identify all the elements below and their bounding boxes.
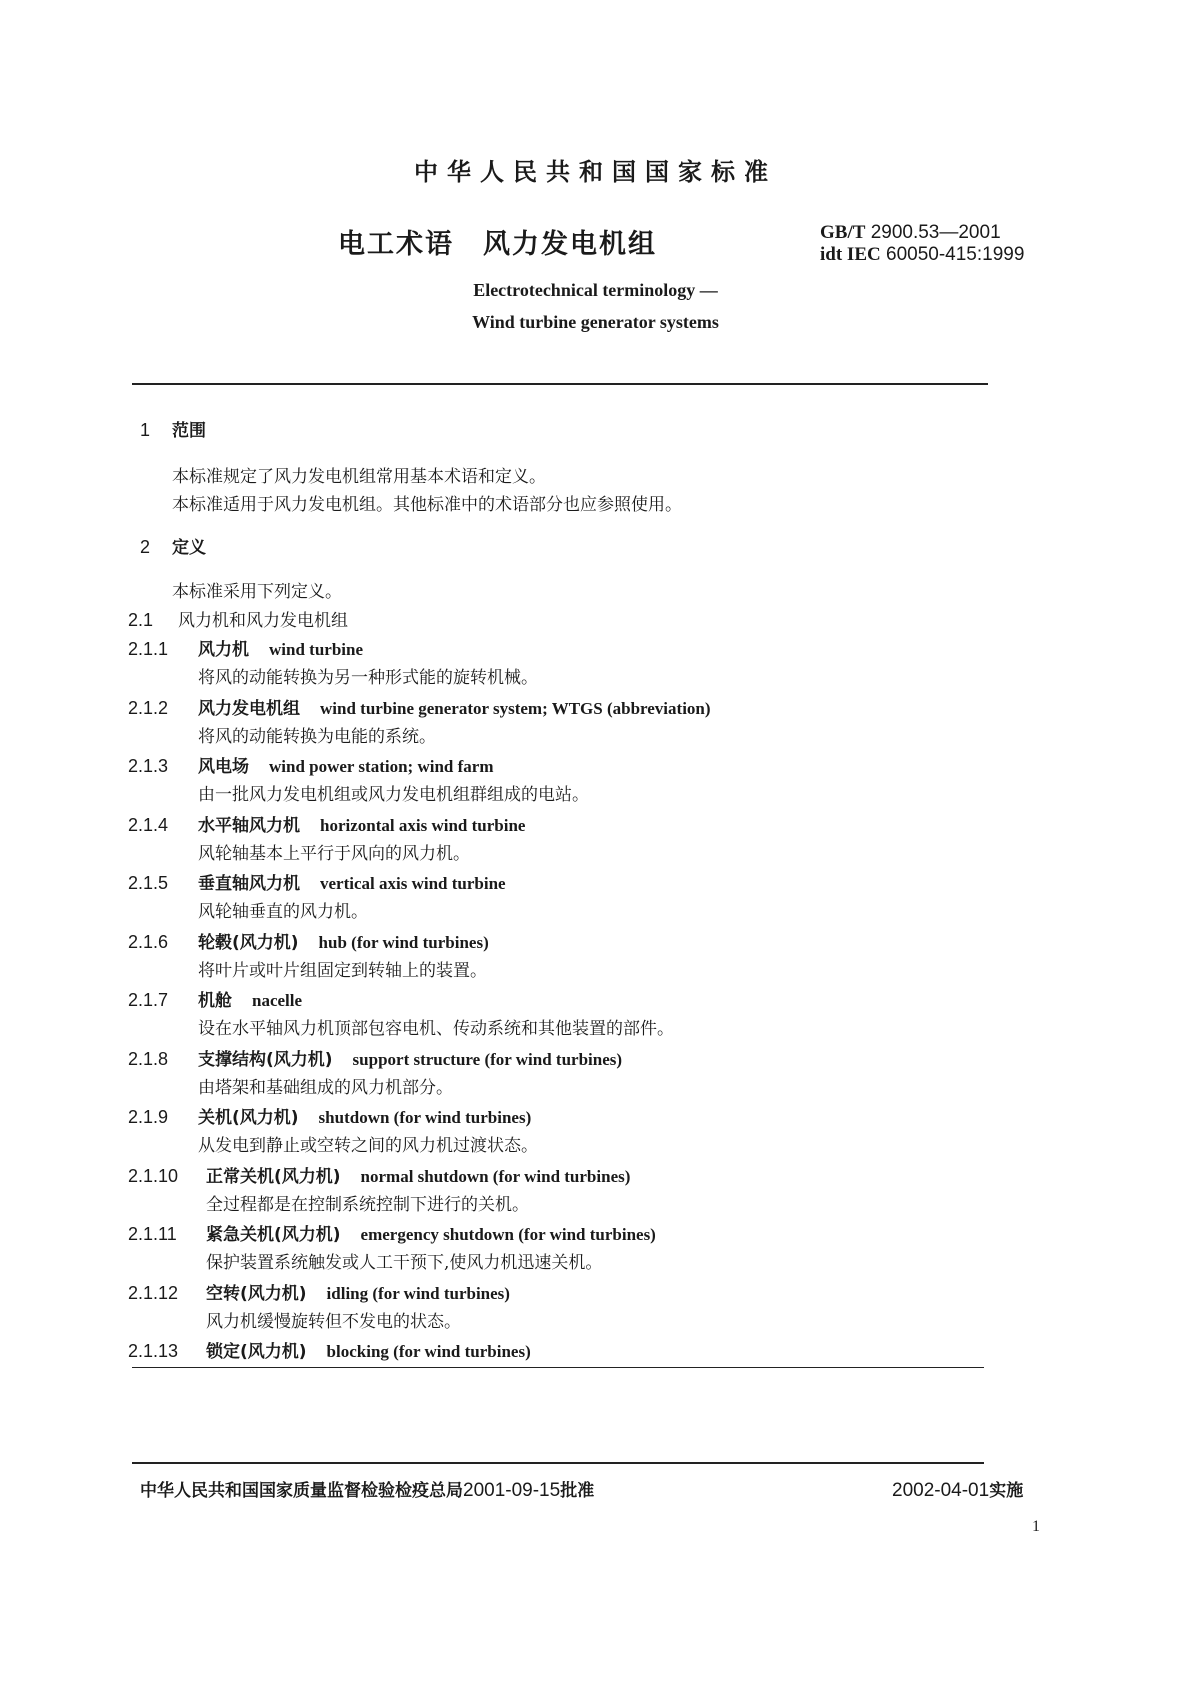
term-definition: 设在水平轴风力机顶部包容电机、传动系统和其他装置的部件。 <box>198 1019 674 1039</box>
term-definition: 将叶片或叶片组固定到转轴上的装置。 <box>198 961 487 981</box>
term-en: shutdown (for wind turbines) <box>318 1108 532 1127</box>
term-en: wind power station; wind farm <box>269 757 494 776</box>
term-definition: 由一批风力发电机组或风力发电机组群组成的电站。 <box>198 785 589 805</box>
page-number: 1 <box>1032 1518 1040 1535</box>
term-en: normal shutdown (for wind turbines) <box>360 1167 631 1186</box>
term-cn: 风电场 <box>198 757 249 777</box>
term-entry <box>128 1162 630 1187</box>
term-cn: 空转(风力机) <box>206 1284 307 1304</box>
term-entry <box>128 986 302 1011</box>
term-entry <box>128 928 489 953</box>
term-entry <box>128 694 711 719</box>
section-2-heading <box>140 533 206 558</box>
subsection-2-1-heading <box>128 606 348 631</box>
header-divider <box>132 383 988 385</box>
term-entry <box>128 811 525 836</box>
effective-date: 2002-04-01 <box>892 1480 990 1501</box>
standard-code-line2 <box>820 244 1024 266</box>
term-number: 2.1.2 <box>128 698 169 718</box>
document-title-cn: 电工术语 风力发电机组 <box>338 229 657 260</box>
term-en: nacelle <box>252 991 303 1010</box>
standard-code-block <box>820 222 1024 266</box>
section-1-para-1: 本标准规定了风力发电机组常用基本术语和定义。 <box>172 467 546 487</box>
term-number: 2.1.9 <box>128 1107 169 1127</box>
term-entry <box>128 635 363 660</box>
section-title: 定义 <box>172 538 206 558</box>
term-cn: 垂直轴风力机 <box>198 874 300 894</box>
term-entry <box>128 752 493 777</box>
section-1-para-2: 本标准适用于风力发电机组。其他标准中的术语部分也应参照使用。 <box>172 495 682 515</box>
term-en: horizontal axis wind turbine <box>320 816 526 835</box>
term-cn: 紧急关机(风力机) <box>206 1225 341 1245</box>
term-definition: 将风的动能转换为另一种形式能的旋转机械。 <box>198 668 538 688</box>
section-1-heading <box>140 416 206 441</box>
term-number: 2.1.4 <box>128 815 169 835</box>
term-entry <box>128 1337 531 1362</box>
section-number: 2 <box>140 537 151 557</box>
term-entry <box>128 1220 656 1245</box>
title-en-line1: Electrotechnical terminology — <box>473 280 718 300</box>
term-cn: 风力机 <box>198 640 249 660</box>
term-en: hub (for wind turbines) <box>318 933 489 952</box>
term-en: wind turbine <box>269 640 363 659</box>
term-number: 2.1.13 <box>128 1341 179 1361</box>
term-number: 2.1.8 <box>128 1049 169 1069</box>
term-definition: 从发电到静止或空转之间的风力机过渡状态。 <box>198 1136 538 1156</box>
term-number: 2.1.3 <box>128 756 169 776</box>
term-en: support structure (for wind turbines) <box>352 1050 623 1069</box>
term-definition: 将风的动能转换为电能的系统。 <box>198 727 436 747</box>
approval-line <box>140 1476 594 1502</box>
term-number: 2.1.1 <box>128 639 169 659</box>
footer-divider <box>132 1462 984 1464</box>
term-cn: 轮毂(风力机) <box>198 933 299 953</box>
term-number: 2.1.6 <box>128 932 169 952</box>
term-cn: 关机(风力机) <box>198 1108 299 1128</box>
standard-code-number: 2900.53—2001 <box>870 222 1001 243</box>
term-en: vertical axis wind turbine <box>320 874 506 893</box>
subsection-title: 风力机和风力发电机组 <box>178 611 348 631</box>
term-cn: 风力发电机组 <box>198 699 300 719</box>
term-number: 2.1.10 <box>128 1166 179 1186</box>
footer-divider-top <box>132 1367 984 1368</box>
term-definition: 全过程都是在控制系统控制下进行的关机。 <box>206 1195 529 1215</box>
term-definition: 保护装置系统触发或人工干预下,使风力机迅速关机。 <box>206 1253 603 1273</box>
iec-code-number: 60050-415:1999 <box>886 244 1025 265</box>
title-en-line2: Wind turbine generator systems <box>472 312 719 332</box>
term-definition: 风轮轴垂直的风力机。 <box>198 902 368 922</box>
term-number: 2.1.5 <box>128 873 169 893</box>
section-2-para: 本标准采用下列定义。 <box>172 582 342 602</box>
term-cn: 正常关机(风力机) <box>206 1167 341 1187</box>
term-entry <box>128 1103 531 1128</box>
effective-suffix: 实施 <box>989 1481 1024 1501</box>
national-standard-heading: 中华人民共和国国家标准 <box>414 158 777 186</box>
term-cn: 水平轴风力机 <box>198 816 300 836</box>
term-cn: 机舱 <box>198 991 232 1011</box>
term-entry <box>128 1045 622 1070</box>
term-en: idling (for wind turbines) <box>326 1284 510 1303</box>
standard-code-line1 <box>820 222 1024 244</box>
term-entry <box>128 1279 510 1304</box>
term-number: 2.1.7 <box>128 990 169 1010</box>
iec-code-prefix: idt IEC <box>820 244 881 265</box>
term-number: 2.1.12 <box>128 1283 179 1303</box>
effective-line <box>892 1476 1023 1502</box>
issue-suffix: 批准 <box>560 1481 595 1501</box>
term-cn: 支撑结构(风力机) <box>198 1050 333 1070</box>
term-definition: 由塔架和基础组成的风力机部分。 <box>198 1078 453 1098</box>
term-definition: 风轮轴基本上平行于风向的风力机。 <box>198 844 470 864</box>
standard-code-prefix: GB/T <box>820 222 866 243</box>
term-entry <box>128 869 506 894</box>
term-definition: 风力机缓慢旋转但不发电的状态。 <box>206 1312 461 1332</box>
section-title: 范围 <box>172 421 206 441</box>
term-en: blocking (for wind turbines) <box>326 1342 531 1361</box>
issuer: 中华人民共和国国家质量监督检验检疫总局 <box>140 1481 463 1501</box>
term-cn: 锁定(风力机) <box>206 1342 307 1362</box>
subsection-number: 2.1 <box>128 610 154 630</box>
issue-date: 2001-09-15 <box>463 1480 561 1501</box>
term-en: emergency shutdown (for wind turbines) <box>360 1225 656 1244</box>
term-number: 2.1.11 <box>128 1224 177 1244</box>
section-number: 1 <box>140 420 151 440</box>
term-en: wind turbine generator system; WTGS (abbreviation) <box>320 699 711 718</box>
